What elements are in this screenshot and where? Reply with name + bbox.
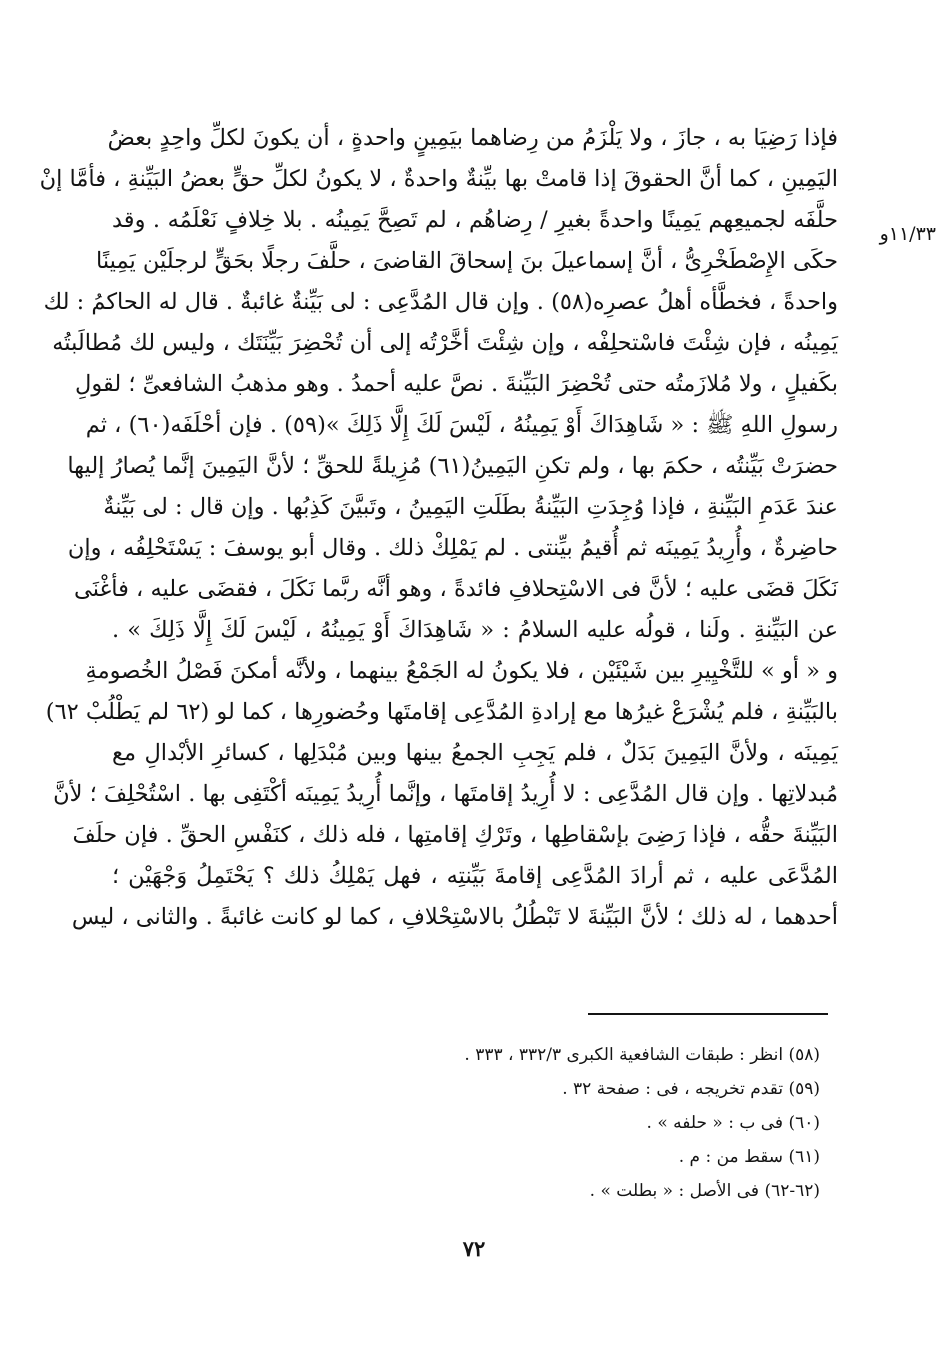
body-line: المُدَّعَى عليه ، ثم أرادَ المُدَّعِى إقامةَ بَيِّنتِه ، فهل يَمْلِكُ ذلك ؟ يَحْتَمِلُ وَجْهَيْن ؛ [112,863,838,889]
footnote-58: (٥٨) انظر : طبقات الشافعية الكبرى ٣٣٢/٣ ، ٣٣٣ . [464,1045,820,1065]
body-line: يَمِينُه ، فإن شِئْتَ فاسْتحلِفْه ، وإن شِئْتَ أخَّرْتُه إلى أن تُحْضِرَ بَيِّنَتَك ، وليس لك مُطالَبتُه [52,330,838,356]
body-line: حكَى الإِصْطَخْرِىُّ ، أنَّ إسماعيلَ بنَ إسحاقَ القاضىَ ، حلَّفَ رجلًا بحَقٍّ لرجلَيْن يَمِينًا [96,248,838,274]
body-line: واحدةً ، فخطَّأه أهلُ عصرِه(٥٨) . وإن قال المُدَّعِى : لى بَيِّنةٌ غائبةٌ . قال له الحاكمُ : لك [43,289,838,315]
body-line: نَكَلَ قضَى عليه ؛ لأنَّ فى الاسْتِحلافِ فائدةً ، وهو أنَّه ربَّما نَكَلَ ، فقضَى عليه ، فأغْنَى [73,576,838,602]
footnote-separator-rule [588,1013,828,1015]
body-text [39,118,838,938]
body-line: يَمِينَه ، ولأنَّ اليَمِينَ بَدَلٌ ، فلم يَجِبِ الجمعُ بينها وبين مُبْدَلِها ، كسائرِ الأبْدالِ مع [112,740,838,766]
footnote-61: (٦١) سقط من : م . [678,1147,820,1167]
body-line: مُبدلاتِها . وإن قال المُدَّعِى : لا أُرِيدُ إقامتَها ، وإنَّما أُرِيدُ يَمِينَه أكْتَفِى بها . اسْتُحْلِفَ ؛ لأنَّ [53,781,838,807]
body-line: عن البَيِّنةِ . ولَنا ، قولُه عليه السلامُ : « شَاهِدَاكَ أَوْ يَمِينُهُ ، لَيْسَ لَكَ إِلَّا ذَلِكَ » . [112,617,838,643]
page-number: ٧٢ [462,1236,486,1261]
body-line: اليَمِينِ ، كما أنَّ الحقوقَ إذا قامتْ بها بيِّنةٌ واحدةٌ ، لا يكونُ لكلِّ حقٍّ بعضُ البَيِّنةِ ، فأمَّا إنْ [39,166,838,192]
body-line: عندَ عَدَمِ البَيِّنةِ ، فإذا وُجِدَتِ البَيِّنةُ بطَلَتِ اليَمِينُ ، وتَبيَّنَ كَذِبُها . وإن قال : لى بَيِّنةٌ [103,494,838,520]
body-line: رسولِ اللهِ ﷺ : « شَاهِدَاكَ أَوْ يَمِينُهُ ، لَيْسَ لَكَ إِلَّا ذَلِكَ »(٥٩) . فإن أحْلَفَه(٦٠) ، ثم [85,412,838,438]
footnote-62: (٦٢-٦٢) فى الأصل : « بطلت » . [589,1181,820,1201]
footnote-60: (٦٠) فى ب : « حلفه » . [646,1113,820,1133]
footnote-59: (٥٩) تقدم تخريجه ، فى : صفحة ٣٢ . [562,1079,820,1099]
body-line: البَيِّنةَ حقُّه ، فإذا رَضِىَ بإسْقاطِها ، وتَرْكِ إقامتِها ، فله ذلك ، كنَفْسِ الحقِّ . فإن حلَفَ [72,822,838,848]
body-line: حضرَتْ بَيِّنتُه ، حكمَ بها ، ولم تكنِ اليَمِينُ(٦١) مُزِيلةً للحقِّ ؛ لأنَّ اليَمِينَ إنَّما يُصارُ إليها [67,453,838,479]
body-line: فإذا رَضِيَا به ، جازَ ، ولا يَلْزَمُ من رِضاهما بيَمِينٍ واحدةٍ ، أن يكونَ لكلِّ واحِدٍ بعضُ [107,125,838,151]
body-line: و « أو » للتَّخْيِيرِ بين شَيْئَيْن ، فلا يكونُ له الجَمْعُ بينهما ، ولأنَّه أمكنَ فَصْلُ الخُصومةِ [85,658,838,684]
body-line: أحدهما ، له ذلك ؛ لأنَّ البَيِّنةَ لا تَبْطُلُ بالاسْتِحْلافِ ، كما لو كانت غائبةً . والثانى ، ليس [71,904,838,930]
body-line: بكَفيلٍ ، ولا مُلازَمتُه حتى تُحْضِرَ البَيِّنةَ . نصَّ عليه أحمدُ . وهو مذهبُ الشافعىِّ ؛ لقولِ [74,371,838,397]
margin-manuscript-reference: ١١/٣٣و [879,223,936,245]
footnotes [360,1038,820,1208]
body-line: بالبَيِّنةِ ، فلم يُشْرَعْ غيرُها مع إرادةِ المُدَّعِى إقامتَها وحُضورِها ، كما لو (٦٢ لم يَطْلُبْ ٦٢) [45,699,838,725]
body-line: حاضِرةٌ ، وأُرِيدُ يَمِينَه ثم أُقيمُ بيِّنتى . لم يَمْلِكْ ذلك . وقال أبو يوسفَ : يَسْتَحْلِفُه ، وإن [67,535,838,561]
body-line: حلَّفَه لجميعِهم يَمِينًا واحدةً بغيرِ / رِضاهُم ، لم تَصِحَّ يَمِينُه . بلا خِلافٍ نَعْلَمُه . وقد [112,207,838,233]
